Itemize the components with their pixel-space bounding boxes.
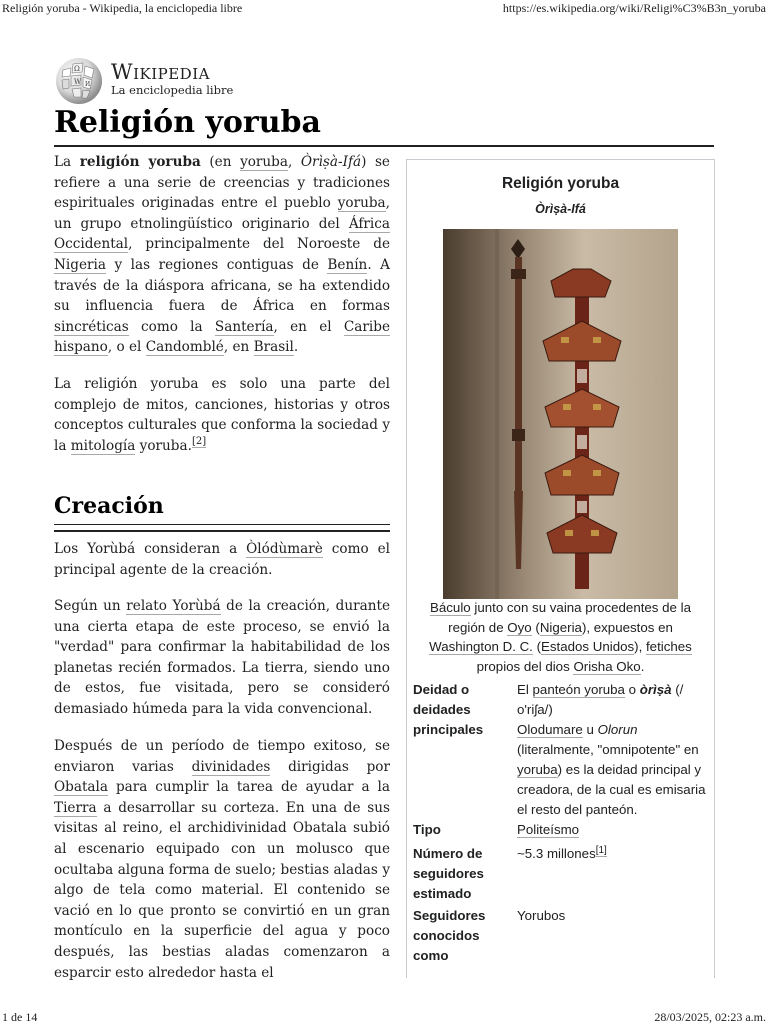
link-divinidades[interactable]: divinidades xyxy=(191,758,271,775)
link-yoruba-infobox[interactable]: yoruba xyxy=(517,762,558,777)
link-brasil[interactable]: Brasil xyxy=(253,339,294,356)
link-nigeria[interactable]: Nigeria xyxy=(54,256,106,273)
infobox-subtitle: Òrìṣà-Ifá xyxy=(535,202,586,216)
link-caribe-hispano[interactable]: Caribe hispano xyxy=(54,318,390,356)
link-panteon-yoruba[interactable]: panteón yoruba xyxy=(532,682,625,697)
infobox-image-caption: Báculo junto con su vaina procedentes de la región de Oyo (Nigeria), expuestos en Washington D. C. (Estados Unidos), fetiches propios del dios Orisha Oko. xyxy=(429,600,692,674)
section-heading-creacion: Creación xyxy=(54,493,164,519)
link-nigeria-caption[interactable]: Nigeria xyxy=(539,619,582,635)
infobox-label-conocidos: Seguidores conocidos como xyxy=(413,908,486,963)
intro-paragraph: La religión yoruba (en yoruba, Òrìṣà-Ifá) se refiere a una serie de creencias y tradiciones espirituales originadas entre el pueblo yoruba, un grupo etnolingüístico originario del África Occidental, principalmente del Noroeste de Nigeria y las regiones contiguas de Benín. A través de la diáspora africana, se ha extendido su influencia fuera de África en formas sincréticas como la Santería, en el Caribe hispano, o el Candomblé, en Brasil. xyxy=(54,154,390,356)
creation-paragraph-1: Los Yorùbá consideran a Òlódùmarè como el principal agente de la creación. xyxy=(54,541,391,578)
infobox-value-seguidores: ~5.3 millones xyxy=(517,846,596,861)
link-oyo[interactable]: Oyo xyxy=(507,619,532,635)
reference-2[interactable]: [2] xyxy=(191,436,207,448)
print-page-title: Religión yoruba - Wikipedia, la enciclopedia libre xyxy=(2,1,243,15)
link-olodumare[interactable]: Òlódùmarè xyxy=(246,541,323,557)
svg-text:W: W xyxy=(74,78,82,86)
link-estados-unidos[interactable]: Estados Unidos xyxy=(541,639,635,654)
creation-paragraph-2: Según un relato Yorùbá de la creación, durante una cierta etapa de este proceso, se envió la "verdad" para confirmar la habitabilidad de los planetas recién formados. La tierra, siendo uno de estos, fue visitada, pero se consideró demasiado húmeda para la vida convencional. xyxy=(54,598,390,717)
section-divider xyxy=(54,524,390,525)
svg-text:Ω: Ω xyxy=(74,65,80,73)
creation-paragraph-3: Después de un período de tiempo exitoso, se enviaron varias divinidades dirigidas por Obatala para cumplir la tarea de ayudar a la Tierra a desarrollar su corteza. En una de sus visitas al reino, el archidivinidad Obatala subió al escenario equipado con un molusco que ocultaba alguna forma de suelo; bestias aladas y algo de tela como material. El contenido se vació en lo que pronto se convirtió en un gran montículo en la superficie del agua y poco después, las bestias aladas comenzaron a esparcir esto alrededor hasta el xyxy=(54,738,390,981)
article-subject: religión yoruba xyxy=(79,154,201,170)
infobox-label-tipo: Tipo xyxy=(413,822,441,837)
link-santeria[interactable]: Santería xyxy=(214,318,274,335)
link-mitologia[interactable]: mitología xyxy=(70,437,136,454)
page-title: Religión yoruba xyxy=(54,105,321,140)
staff-artifact-photo[interactable] xyxy=(443,229,678,599)
link-washington[interactable]: Washington D. C. xyxy=(429,639,533,654)
link-yoruba-people[interactable]: yoruba xyxy=(337,195,386,212)
link-baculo[interactable]: Báculo xyxy=(430,600,471,615)
print-page-count: 1 de 14 xyxy=(2,1010,38,1024)
link-fetiches[interactable]: fetiches xyxy=(645,639,692,654)
infobox-value-conocidos: Yorubos xyxy=(517,908,566,923)
print-datetime: 28/03/2025, 02:23 a.m. xyxy=(654,1010,766,1024)
infobox-title: Religión yoruba xyxy=(501,175,620,192)
link-olodumare-infobox[interactable]: Olodumare xyxy=(517,722,583,737)
link-yoruba-language[interactable]: yoruba xyxy=(240,154,288,170)
infobox-label-deidad: Deidad o deidades principales xyxy=(413,682,484,737)
reference-1[interactable]: [1] xyxy=(595,844,607,856)
link-benin[interactable]: Benín xyxy=(327,256,368,273)
wikipedia-globe-icon[interactable] xyxy=(54,56,104,106)
infobox xyxy=(406,159,715,978)
wordmark-text: Wikipedia xyxy=(111,60,210,84)
orisa-ifa-term: Òrìṣà-Ifá xyxy=(300,154,362,170)
link-orisha-oko[interactable]: Orisha Oko xyxy=(573,658,641,674)
wikipedia-tagline: La enciclopedia libre xyxy=(111,83,234,97)
link-africa-occidental[interactable]: África Occidental xyxy=(54,215,390,253)
link-relato-yoruba[interactable]: relato Yorùbá xyxy=(126,598,221,614)
link-obatala[interactable]: Obatala xyxy=(54,779,108,796)
wikipedia-wordmark[interactable] xyxy=(111,60,210,84)
link-candomble[interactable]: Candomblé xyxy=(145,339,224,356)
infobox-value-deidad: El panteón yoruba o òrìṣà (/ o'riʃa/) Olodumare u Olorun (literalmente, "omnipotente" en yoruba) es la deidad principal y creadora, de la cual es emisaria el resto del panteón. xyxy=(517,682,706,817)
infobox-label-seguidores: Número de seguidores estimado xyxy=(413,846,484,901)
link-politeismo[interactable]: Politeísmo xyxy=(517,822,580,837)
print-page-url: https://es.wikipedia.org/wiki/Religi%C3%B3n_yoruba xyxy=(502,1,766,15)
section-divider-thick xyxy=(54,530,390,532)
title-divider xyxy=(54,145,714,147)
link-sincreticas[interactable]: sincréticas xyxy=(54,318,129,335)
olorun-term: Olorun xyxy=(597,722,638,737)
second-paragraph: La religión yoruba es solo una parte del complejo de mitos, canciones, historias y otros conceptos culturales que conforma la sociedad y la mitología yoruba.[2] xyxy=(54,376,390,454)
orisa-term: òrìṣà xyxy=(639,682,672,697)
link-tierra[interactable]: Tierra xyxy=(54,799,97,816)
svg-text:И: И xyxy=(85,81,91,88)
